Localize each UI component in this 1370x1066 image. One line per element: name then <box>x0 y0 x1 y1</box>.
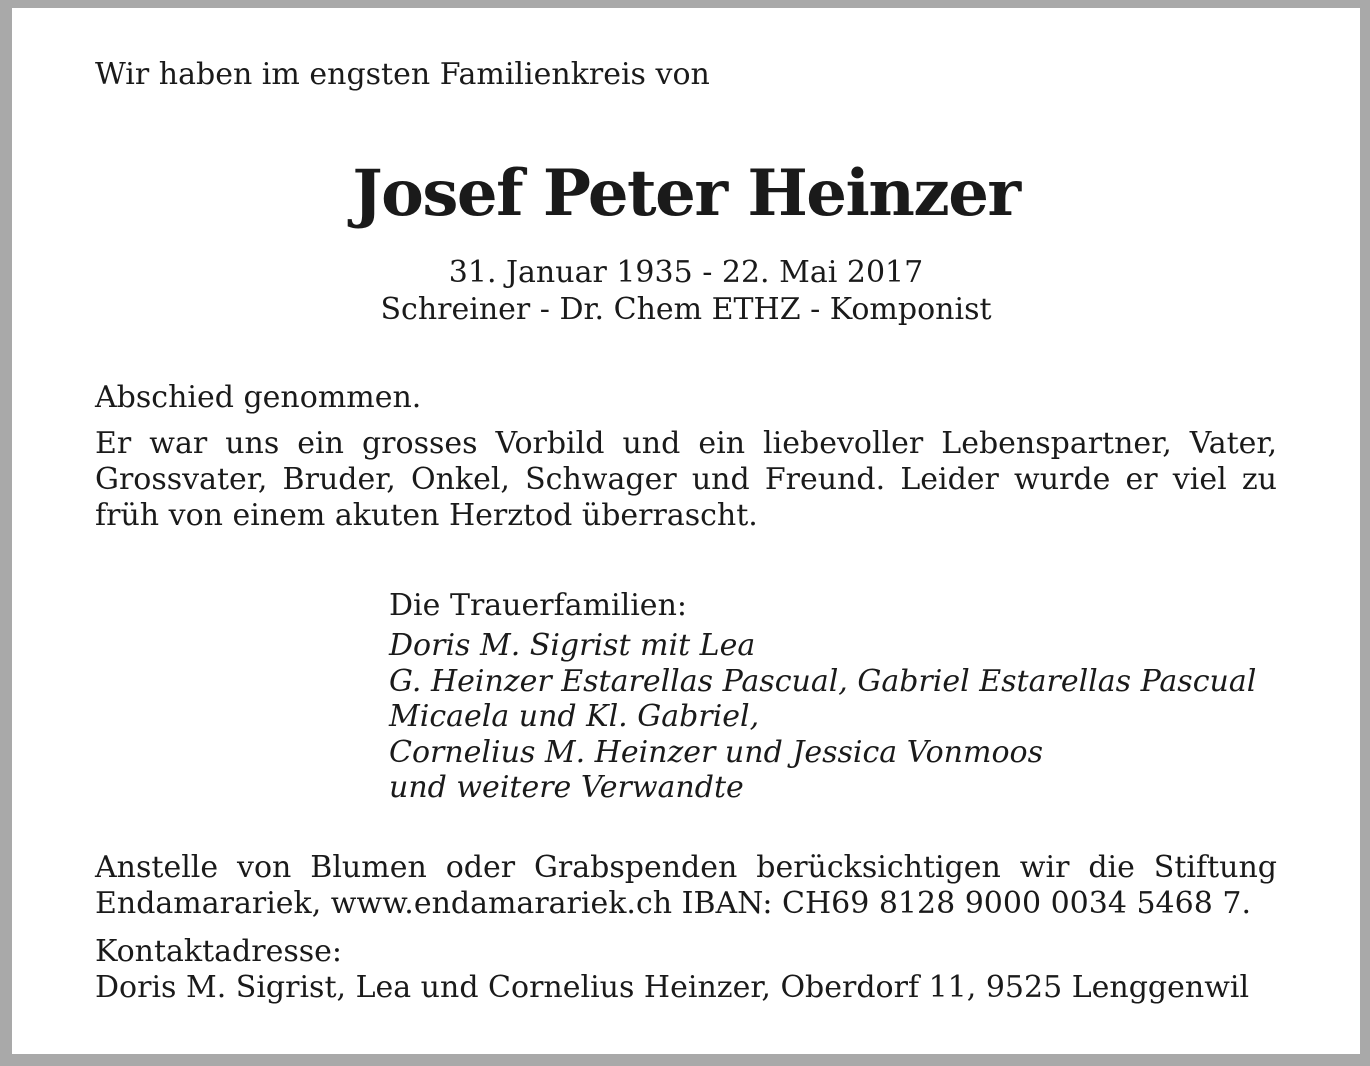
tribute-paragraph: Er war uns ein grosses Vorbild und ein liebevoller Lebenspartner, Vater, Grossvater, Bruder, Onkel, Schwager und Freund. Leider wurde er viel zu früh von einem akuten Herztod überrascht. <box>95 426 1277 533</box>
farewell-text: Abschied genommen. <box>95 380 422 415</box>
family-heading: Die Trauerfamilien: <box>389 588 687 623</box>
obituary-card <box>12 8 1360 1054</box>
family-member: G. Heinzer Estarellas Pascual, Gabriel Estarellas Pascual <box>389 663 1257 699</box>
profession-line: Schreiner - Dr. Chem ETHZ - Komponist <box>380 292 992 327</box>
donation-text: Anstelle von Blumen oder Grabspenden berücksichtigen wir die Stiftung Endamarariek, www.endamarariek.ch IBAN: CH69 8128 9000 0034 5468 7. <box>95 850 1277 921</box>
family-member: Cornelius M. Heinzer und Jessica Vonmoos <box>389 734 1043 770</box>
contact-label: Kontaktadresse: <box>95 934 343 969</box>
life-dates: 31. Januar 1935 - 22. Mai 2017 <box>448 255 924 290</box>
family-member: und weitere Verwandte <box>389 770 744 805</box>
deceased-name: Josef Peter Heinzer <box>352 156 1020 231</box>
obituary-content <box>95 8 1277 1054</box>
mourning-families <box>389 588 1277 806</box>
family-member: Doris M. Sigrist mit Lea <box>389 628 756 663</box>
family-member: Micaela und Kl. Gabriel, <box>389 699 760 734</box>
intro-text: Wir haben im engsten Familienkreis von <box>95 57 710 92</box>
contact-address: Doris M. Sigrist, Lea und Cornelius Heinzer, Oberdorf 11, 9525 Lenggenwil <box>95 970 1250 1005</box>
family-list <box>389 628 1277 806</box>
